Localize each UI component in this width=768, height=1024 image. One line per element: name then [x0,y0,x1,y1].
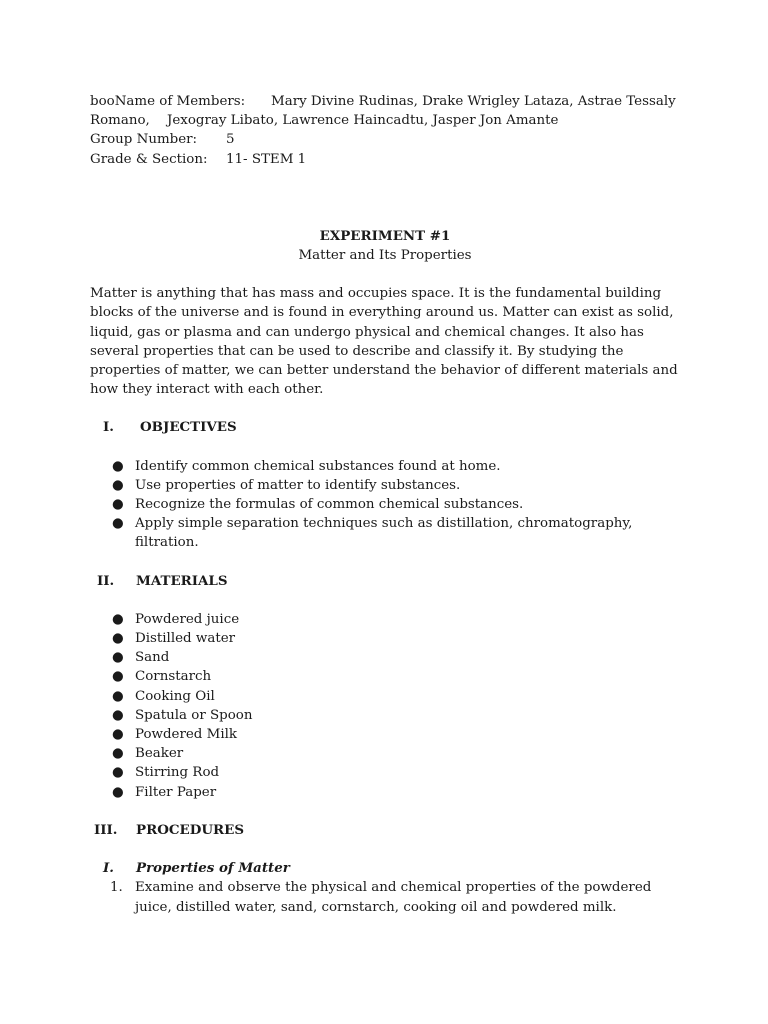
procedures-title: PROCEDURES [136,821,245,838]
list-item-continued: filtration. [135,535,199,551]
materials-numeral: II. [97,572,115,589]
list-item: ● Apply simple separation techniques such as distillation, chromatography, [90,514,680,533]
bullet-icon: ● [112,765,124,781]
intro-line: how they interact with each other. [90,382,324,398]
members-label: booName of Members: [90,94,246,109]
objectives-numeral: I. [103,419,114,436]
procedure-steps [90,878,680,916]
list-item: ● Recognize the formulas of common chemical substances. [90,495,680,514]
step-item-continued [90,898,680,917]
bullet-icon: ● [112,477,124,493]
step-text-line: juice, distilled water, sand, cornstarch, cooking oil and powdered milk. [135,899,617,915]
bullet-icon: ● [112,458,124,474]
members-continued-b: Jexogray Libato, Lawrence Haincadtu, Jasper Jon Amante [167,113,559,129]
procedures-heading [90,821,680,840]
objectives-title: OBJECTIVES [140,419,237,436]
list-item: ● Powdered Milk [90,725,680,744]
materials-title: MATERIALS [136,572,228,589]
step-item [90,878,680,897]
list-item: ● Filter Paper [90,783,680,802]
intro-paragraph [90,284,680,399]
grade-value: 11- STEM 1 [226,151,307,167]
title-block [90,227,680,265]
group-label: Group Number: [90,132,198,148]
objectives-heading [90,418,680,437]
bullet-icon: ● [112,727,124,743]
intro-line: properties of matter, we can better understand the behavior of different materials and [90,363,678,379]
materials-heading [90,572,680,591]
header-block [90,92,680,169]
subsection-numeral: I. [103,860,114,877]
list-item: ● Cooking Oil [90,687,680,706]
members-value: Mary Divine Rudinas, Drake Wrigley Lataza, Astrae Tessaly [271,94,676,109]
bullet-icon: ● [112,631,124,647]
grade-label: Grade & Section: [90,151,208,167]
list-item: ● Distilled water [90,629,680,648]
grade-row [90,150,680,169]
bullet-icon: ● [112,707,124,723]
list-item: ● Spatula or Spoon [90,706,680,725]
members-row [90,92,680,111]
members-row-2 [90,111,680,130]
list-item: ● Sand [90,648,680,667]
group-row [90,130,680,149]
procedures-numeral: III. [94,821,118,838]
list-item: ● Identify common chemical substances found at home. [90,457,680,476]
subsection-heading [90,859,680,878]
experiment-subtitle: Matter and Its Properties [298,248,472,264]
objectives-list [90,457,680,553]
list-item: ● Cornstarch [90,667,680,686]
bullet-icon: ● [112,650,124,666]
bullet-icon: ● [112,784,124,800]
intro-line: Matter is anything that has mass and occupies space. It is the fundamental building [90,286,662,302]
bullet-icon: ● [112,497,124,513]
step-number: 1. [110,880,123,896]
list-item: ● Powdered juice [90,610,680,629]
experiment-title: EXPERIMENT #1 [319,227,451,244]
list-item: ● Use properties of matter to identify substances. [90,476,680,495]
document-page [90,92,680,917]
bullet-icon: ● [112,746,124,762]
group-value: 5 [226,132,235,148]
bullet-icon: ● [112,669,124,685]
subsection-title: Properties of Matter [136,860,290,877]
bullet-icon: ● [112,611,124,627]
intro-line: liquid, gas or plasma and can undergo physical and chemical changes. It also has [90,324,644,340]
bullet-icon: ● [112,688,124,704]
intro-line: several properties that can be used to describe and classify it. By studying the [90,343,624,359]
list-item: ● Stirring Rod [90,763,680,782]
members-continued-a: Romano, [90,113,150,129]
intro-line: blocks of the universe and is found in everything around us. Matter can exist as solid, [90,305,674,321]
list-item: ● Beaker [90,744,680,763]
materials-list [90,610,680,802]
bullet-icon: ● [112,516,124,532]
step-text-line: Examine and observe the physical and chemical properties of the powdered [135,880,652,896]
